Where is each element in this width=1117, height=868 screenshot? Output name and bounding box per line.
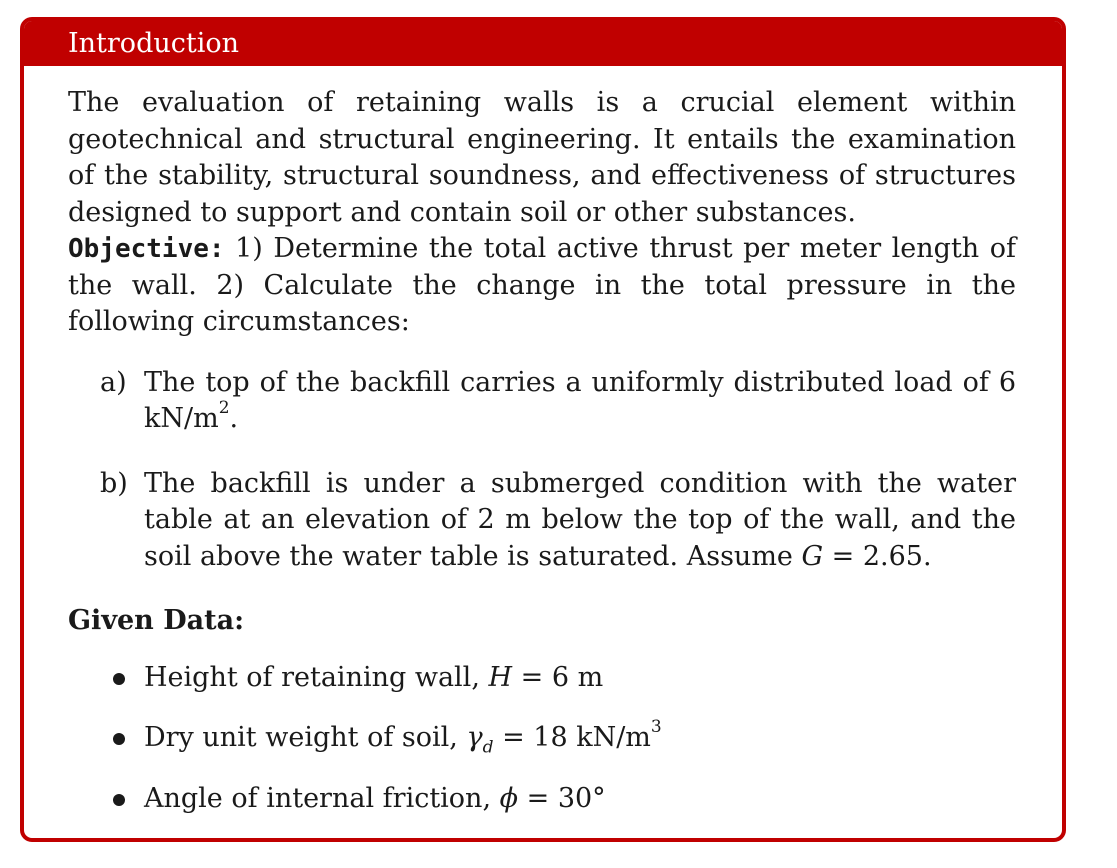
intro-paragraph: The evaluation of retaining walls is a crucial element within geotechnical and structural engineering. It entails the examination of the stability, structural soundness, and effectiveness of structures designed to support and contain soil or other substances.: [68, 87, 1016, 228]
given-value: = 18 kN/m: [493, 722, 651, 753]
box-body: [24, 66, 1062, 817]
given-symbol: γ: [466, 722, 483, 753]
case-text-end: .: [229, 403, 239, 434]
case-marker: b): [100, 467, 128, 499]
given-subscript: d: [482, 737, 494, 758]
given-item-friction-angle: [68, 781, 1016, 818]
given-label: Height of retaining wall,: [144, 661, 489, 693]
bullet-icon: [113, 733, 125, 745]
case-list: [68, 365, 1016, 576]
case-item-b: [68, 466, 1016, 576]
box-title: Introduction: [24, 21, 1062, 66]
given-item-height: [68, 660, 1016, 697]
case-item-a: [68, 365, 1016, 438]
given-value: = 30°: [518, 782, 606, 814]
given-value: = 6 m: [512, 661, 604, 693]
bullet-icon: [113, 673, 125, 685]
case-text-end: = 2.65.: [823, 540, 932, 572]
given-heading: Given Data:: [68, 605, 245, 636]
objective-label: Objective:: [68, 234, 225, 264]
given-symbol: ϕ: [499, 782, 519, 814]
case-superscript: 2: [218, 398, 230, 418]
given-symbol: H: [488, 661, 513, 693]
given-item-unit-weight: [68, 717, 1016, 758]
given-superscript: 3: [650, 717, 662, 737]
objective-text: 1) Determine the total active thrust per meter length of the wall. 2) Calculate the change in the total pressure in the following circumstances:: [68, 233, 1016, 337]
case-text: The top of the backfill carries a uniformly distributed load of 6 kN/m: [144, 366, 1016, 434]
given-label: Dry unit weight of soil,: [144, 722, 467, 753]
case-text: The backfill is under a submerged condition with the water table at an elevation of 2 m below the top of the wall, and the soil above the water table is saturated. Assume: [144, 467, 1016, 572]
intro-box: [20, 17, 1066, 842]
case-marker: a): [100, 366, 127, 398]
case-math-symbol: G: [801, 540, 824, 572]
given-list: [68, 660, 1016, 818]
objective-paragraph: [68, 231, 1016, 341]
given-label: Angle of internal friction,: [144, 782, 500, 814]
bullet-icon: [113, 794, 125, 806]
